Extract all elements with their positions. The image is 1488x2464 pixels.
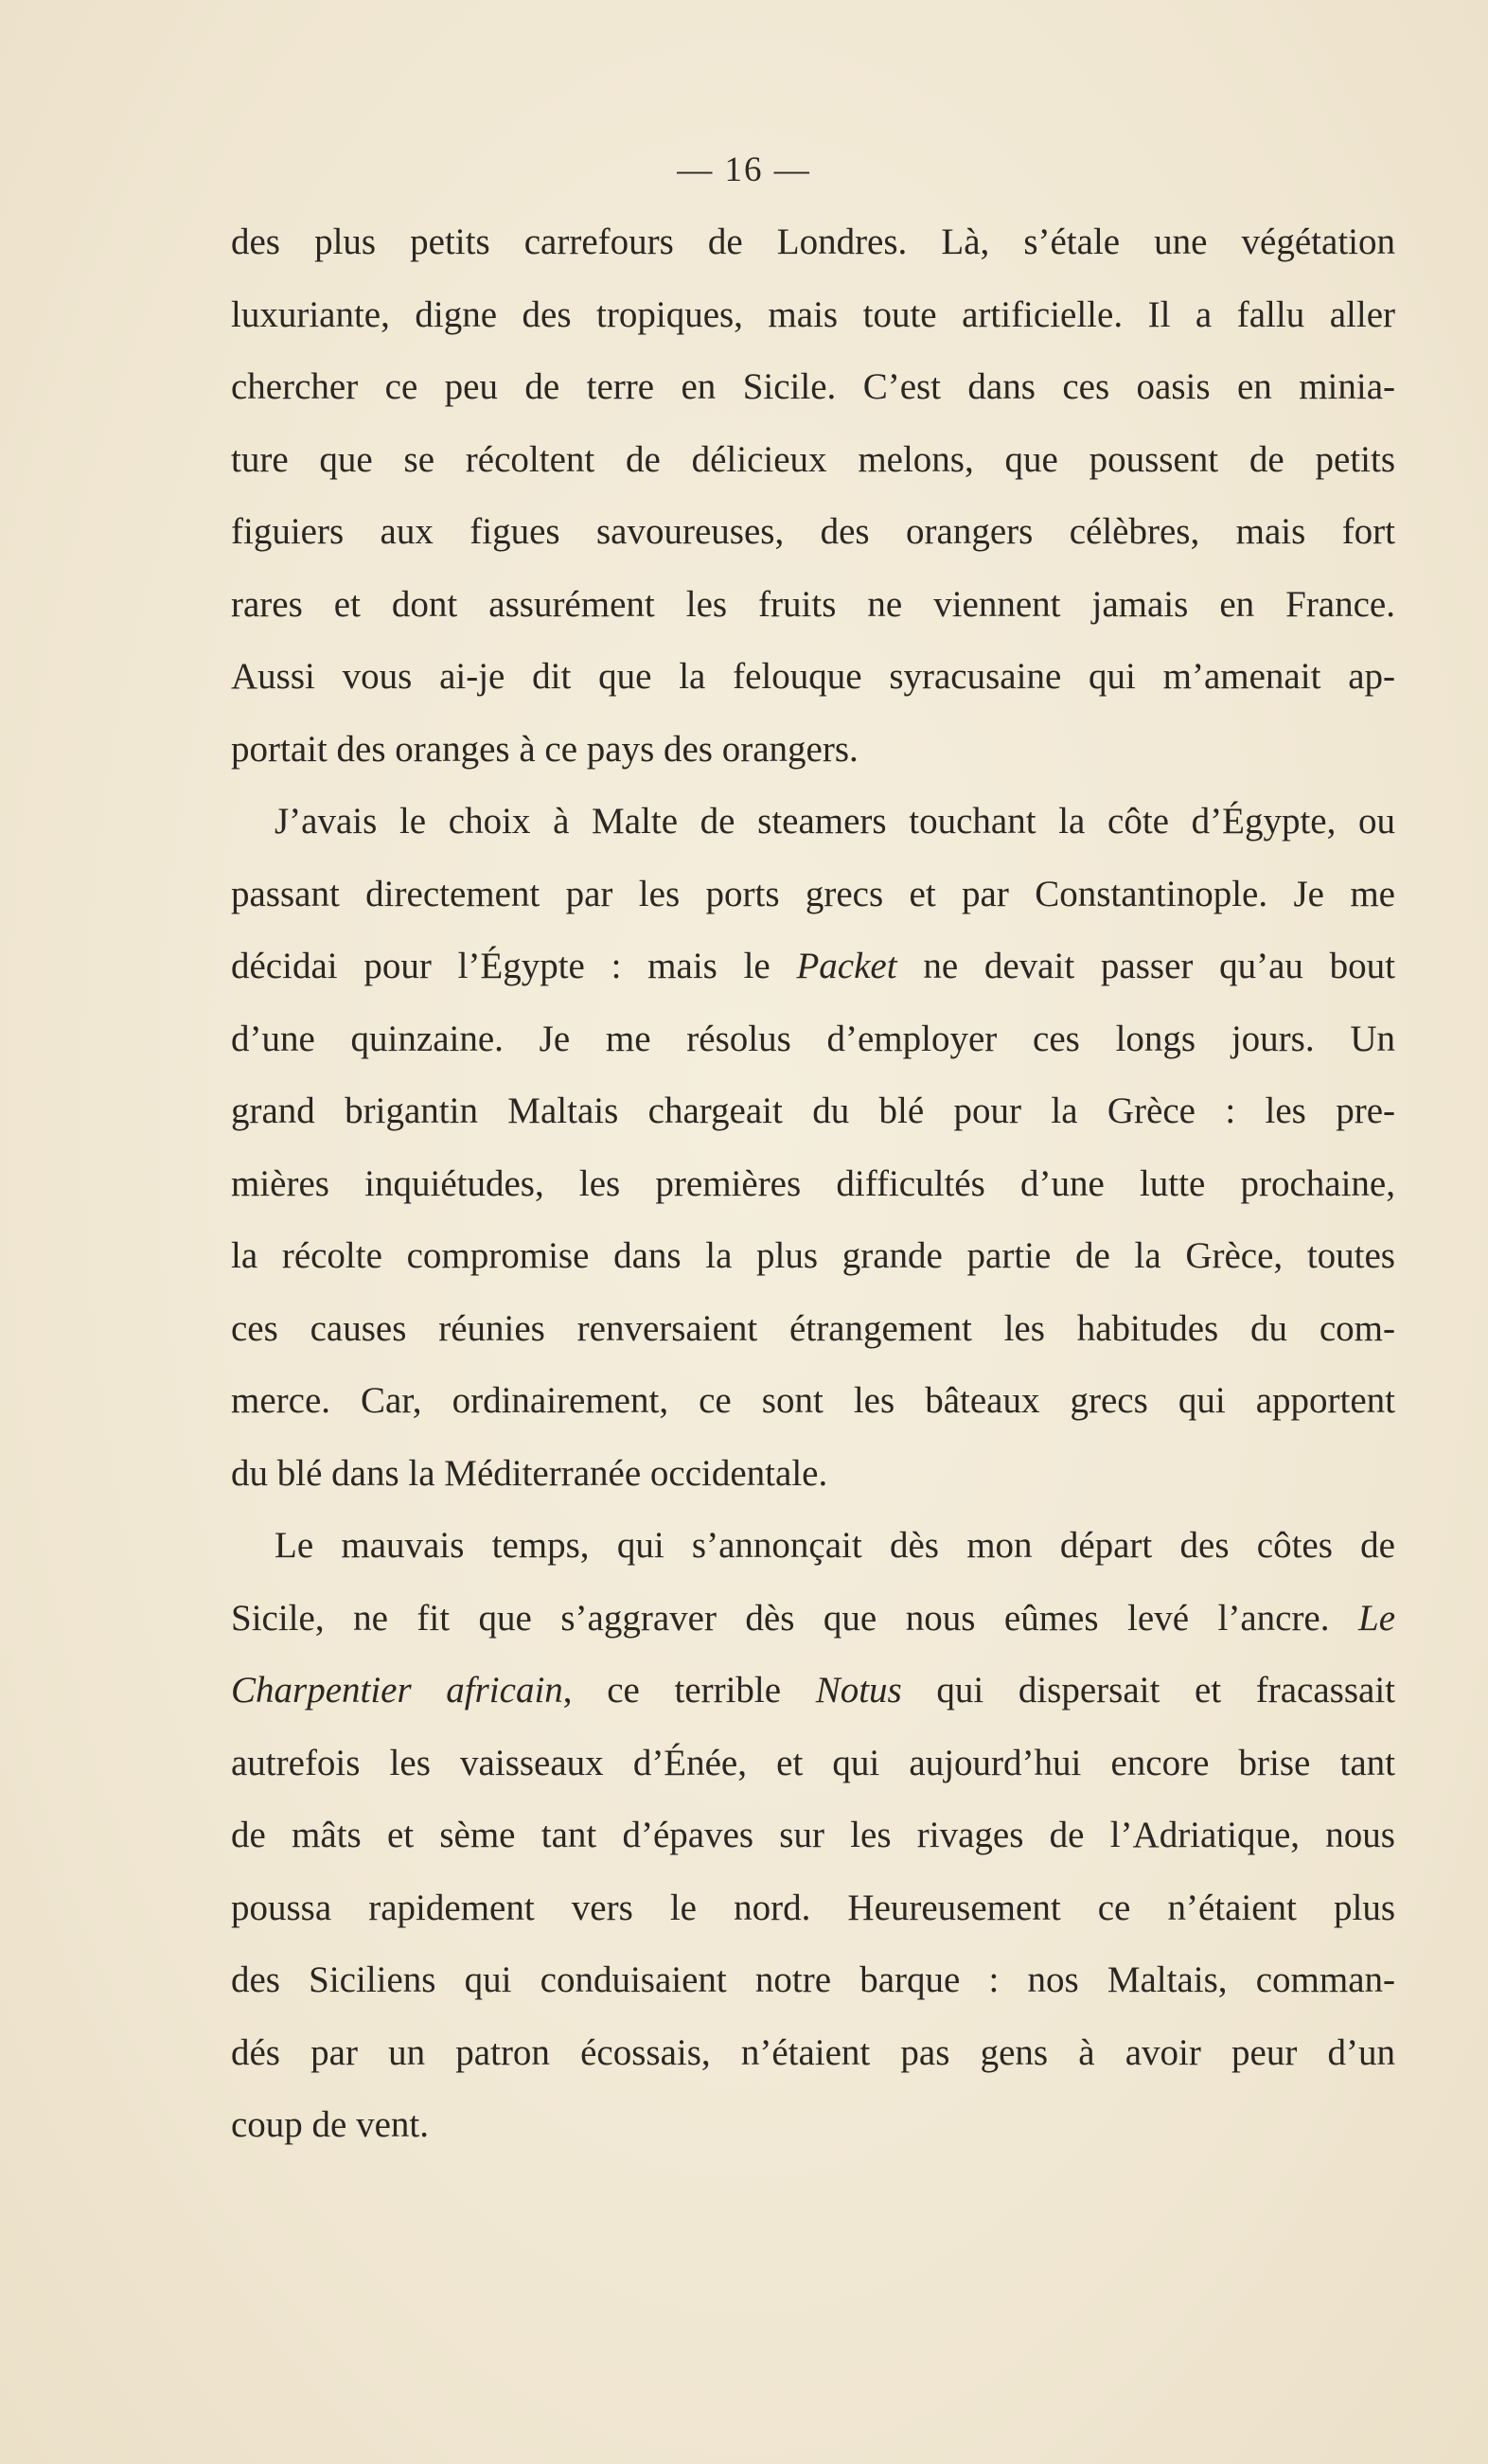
text-line-with-italic: décidai pour l’Égypte : mais le Packet ne devait passer qu’au bout <box>231 946 1395 986</box>
text-line: autrefois les vaisseaux d’Énée, et qui aujourd’hui encore brise tant <box>231 1742 1395 1783</box>
text-line: des plus petits carrefours de Londres. Là, s’étale une végétation <box>231 222 1395 262</box>
paragraph-1 <box>231 206 1395 786</box>
text-line: ture que se récoltent de délicieux melons, que poussent de petits <box>231 438 1395 480</box>
paragraph-3 <box>231 1510 1395 2162</box>
text-line-with-italic: Charpentier africain, ce terrible Notus qui dispersait et fracassait <box>231 1670 1395 1711</box>
italic-term: Charpentier africain <box>231 1670 563 1711</box>
page-number: — 16 — <box>677 151 811 189</box>
text-line: rares et dont assurément les fruits ne viennent jamais en France. <box>231 583 1395 625</box>
body-text <box>231 206 1395 2162</box>
text-line: J’avais le choix à Malte de steamers touchant la côte d’Égypte, ou <box>275 801 1395 842</box>
paragraph-2 <box>231 786 1395 1510</box>
text-line: du blé dans la Méditerranée occidentale. <box>231 1452 828 1494</box>
italic-term: Notus <box>815 1670 902 1711</box>
text-line: dés par un patron écossais, n’étaient pas gens à avoir peur d’un <box>231 2031 1395 2073</box>
text-line: chercher ce peu de terre en Sicile. C’est dans ces oasis en minia- <box>231 366 1395 407</box>
text-line: figuiers aux figues savoureuses, des orangers célèbres, mais fort <box>231 511 1395 552</box>
text-line: grand brigantin Maltais chargeait du blé pour la Grèce : les pre- <box>231 1090 1395 1131</box>
text-line: Aussi vous ai-je dit que la felouque syracusaine qui m’amenait ap- <box>231 656 1395 697</box>
text-line: merce. Car, ordinairement, ce sont les bâteaux grecs qui apportent <box>231 1380 1395 1421</box>
text-line: ces causes réunies renversaient étrangement les habitudes du com- <box>231 1307 1395 1349</box>
text-line: la récolte compromise dans la plus grande partie de la Grèce, toutes <box>231 1235 1395 1276</box>
text-line: de mâts et sème tant d’épaves sur les rivages de l’Adriatique, nous <box>231 1815 1395 1855</box>
text-line: coup de vent. <box>231 2104 430 2145</box>
text-line: des Siciliens qui conduisaient notre barque : nos Maltais, comman- <box>231 1959 1395 2000</box>
text-line: portait des oranges à ce pays des orangers. <box>231 728 859 770</box>
text-line: Le mauvais temps, qui s’annonçait dès mon départ des côtes de <box>275 1525 1395 1566</box>
text-line: poussa rapidement vers le nord. Heureusement ce n’étaient plus <box>231 1887 1395 1928</box>
italic-term: Packet <box>796 946 897 986</box>
text-line: luxuriante, digne des tropiques, mais toute artificielle. Il a fallu aller <box>231 293 1395 335</box>
text-line: passant directement par les ports grecs et par Constantinople. Je me <box>231 873 1395 914</box>
text-line: mières inquiétudes, les premières difficultés d’une lutte prochaine, <box>231 1162 1395 1204</box>
italic-term: Le <box>1358 1597 1395 1639</box>
text-line-with-italic: Sicile, ne fit que s’aggraver dès que nous eûmes levé l’ancre. Le <box>231 1597 1395 1639</box>
text-line: d’une quinzaine. Je me résolus d’employer ces longs jours. Un <box>231 1018 1395 1059</box>
